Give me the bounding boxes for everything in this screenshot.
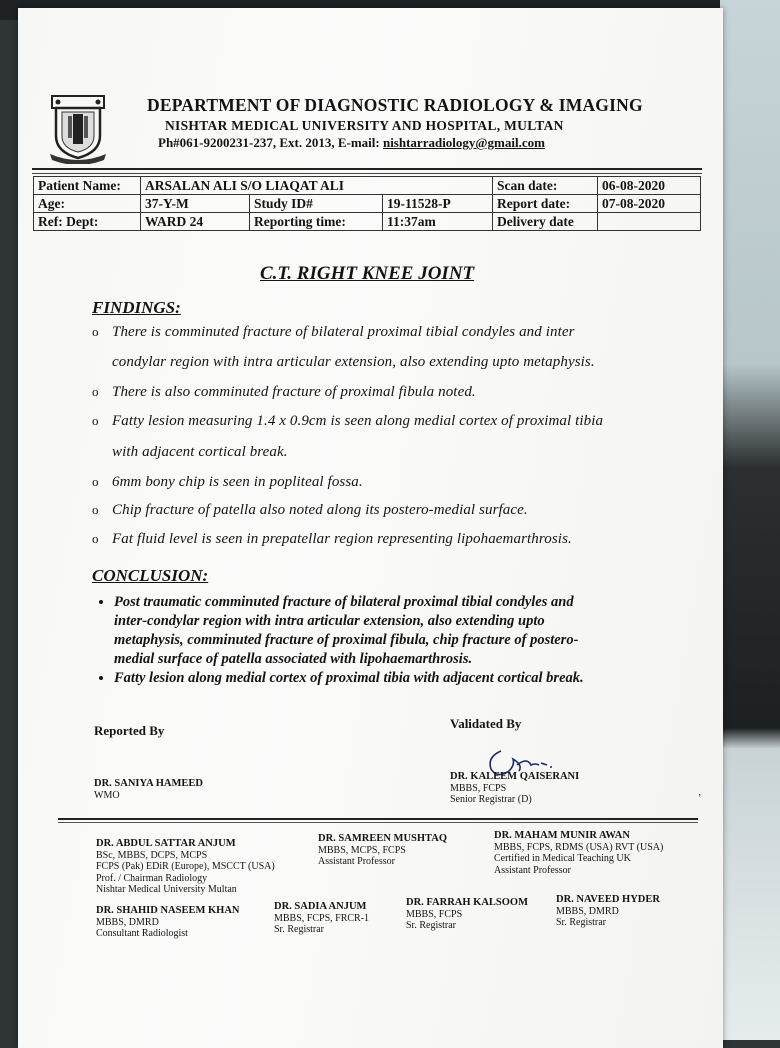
finding-item <box>92 384 476 401</box>
finding-item <box>92 324 575 341</box>
conclusion-item <box>114 669 692 688</box>
study-id-label: Study ID# <box>250 195 383 213</box>
circle-bullet-icon: o <box>92 474 99 489</box>
faculty-name: DR. MAHAM MUNIR AWAN <box>494 830 630 841</box>
header-rule-thin <box>32 173 702 174</box>
age-value: 37-Y-M <box>141 195 250 213</box>
faculty-detail: MBBS, FCPS, RDMS (USA) RVT (USA) <box>494 841 664 853</box>
validator-role: Senior Registrar (D) <box>450 794 532 805</box>
faculty-name: DR. SADIA ANJUM <box>274 901 367 912</box>
faculty-detail: FCPS (Pak) EDiR (Europe), MSCCT (USA) <box>96 861 275 872</box>
finding-text: Fat fluid level is seen in prepatellar region representing lipohaemarthrosis. <box>112 531 572 547</box>
report-date-value: 07-08-2020 <box>598 195 701 213</box>
validator-qualification: MBBS, FCPS <box>450 782 507 794</box>
faculty-detail: MBBS, MCPS, FCPS <box>318 844 406 856</box>
patient-name-value: ARSALAN ALI S/O LIAQAT ALI <box>141 177 493 195</box>
table-row <box>34 177 701 195</box>
reporting-time-value: 11:37am <box>383 213 493 231</box>
reported-by-label: Reported By <box>94 723 165 738</box>
finding-item <box>92 413 603 430</box>
ref-dept-label: Ref: Dept: <box>34 213 141 231</box>
footer-rule-thin <box>58 822 698 823</box>
faculty-detail: Certified in Medical Teaching UK <box>494 853 631 864</box>
finding-text: Fatty lesion measuring 1.4 x 0.9cm is seen along medial cortex of proximal tibia <box>112 413 604 429</box>
conclusion-line: inter-condylar region with intra articular extension, also extending upto <box>114 613 545 629</box>
circle-bullet-icon: o <box>92 384 99 399</box>
reporter-role: WMO <box>94 789 120 801</box>
contact-phone: Ph#061-9200231-237, Ext. 2013, E-mail: <box>158 135 383 150</box>
faculty-member <box>556 894 660 929</box>
reporter-name: DR. SANIYA HAMEED <box>94 778 204 789</box>
table-row <box>34 213 701 231</box>
study-id-value: 19-11528-P <box>383 195 493 213</box>
circle-bullet-icon: o <box>92 324 99 339</box>
faculty-name: DR. SHAHID NASEEM KHAN <box>96 905 240 916</box>
conclusion-line: • Fatty lesion along medial cortex of proximal tibia with adjacent cortical break. <box>114 670 584 686</box>
contact-email: nishtarradiology@gmail.com <box>382 135 545 150</box>
validator-name: DR. KALEEM QAISERANI <box>450 771 580 782</box>
finding-item-cont: with adjacent cortical break. <box>112 444 288 460</box>
finding-item <box>92 474 363 491</box>
faculty-member <box>96 905 240 940</box>
faculty-detail: Sr. Registrar <box>274 924 324 935</box>
finding-item <box>92 502 528 519</box>
validated-by-label: Validated By <box>450 716 522 731</box>
delivery-date-label: Delivery date <box>493 213 598 231</box>
table-row <box>34 195 701 213</box>
faculty-detail: Consultant Radiologist <box>96 928 188 939</box>
institution-name: NISHTAR MEDICAL UNIVERSITY AND HOSPITAL, MULTAN <box>165 118 564 133</box>
finding-text: 6mm bony chip is seen in popliteal fossa. <box>112 474 363 490</box>
faculty-name: DR. ABDUL SATTAR ANJUM <box>96 838 236 849</box>
faculty-name: DR. FARRAH KALSOOM <box>406 897 529 908</box>
conclusion-line: metaphysis, comminuted fracture of proximal fibula, chip fracture of postero- <box>114 632 579 648</box>
tick-mark: ʼ <box>698 793 702 804</box>
validator-signature-block <box>450 771 579 806</box>
faculty-member <box>494 830 663 876</box>
report-paper <box>18 8 723 1048</box>
scan-date-label: Scan date: <box>493 177 598 195</box>
scan-date-value: 06-08-2020 <box>598 177 701 195</box>
finding-item <box>92 531 572 548</box>
circle-bullet-icon: o <box>92 502 99 517</box>
faculty-detail: Nishtar Medical University Multan <box>96 884 237 895</box>
contact-line <box>158 135 545 151</box>
faculty-detail: BSc, MBBS, DCPS, MCPS <box>96 849 208 861</box>
report-title: C.T. RIGHT KNEE JOINT <box>260 263 475 284</box>
conclusion-line: • Post traumatic comminuted fracture of bilateral proximal tibial condyles and <box>114 594 574 610</box>
faculty-detail: Assistant Professor <box>494 864 571 876</box>
report-date-label: Report date: <box>493 195 598 213</box>
ref-dept-value: WARD 24 <box>141 213 250 231</box>
patient-info-table <box>33 176 701 231</box>
faculty-detail: MBBS, FCPS, FRCR-1 <box>274 912 370 924</box>
faculty-detail: MBBS, FCPS <box>406 908 463 920</box>
university-crest-icon <box>46 92 110 164</box>
header-rule <box>32 168 702 170</box>
faculty-name: DR. SAMREEN MUSHTAQ <box>318 833 448 844</box>
conclusion-item <box>114 593 692 669</box>
faculty-detail: Assistant Professor <box>318 856 395 867</box>
faculty-member <box>96 838 275 896</box>
finding-text: There is comminuted fracture of bilateral proximal tibial condyles and inter <box>112 324 575 340</box>
conclusion-list <box>92 593 692 688</box>
patient-name-label: Patient Name: <box>34 177 141 195</box>
faculty-name: DR. NAVEED HYDER <box>556 894 660 905</box>
circle-bullet-icon: o <box>92 413 99 428</box>
department-title: DEPARTMENT OF DIAGNOSTIC RADIOLOGY & IMAGING <box>147 95 643 115</box>
faculty-member <box>318 833 447 868</box>
conclusion-line: medial surface of patella associated with lipohaemarthrosis. <box>114 651 473 667</box>
background-right <box>720 0 780 1040</box>
faculty-member <box>406 897 528 932</box>
circle-bullet-icon: o <box>92 531 99 546</box>
faculty-detail: Sr. Registrar <box>406 920 456 931</box>
age-label: Age: <box>34 195 141 213</box>
finding-text: There is also comminuted fracture of proximal fibula noted. <box>112 384 476 400</box>
footer-rule <box>58 818 698 820</box>
finding-text: Chip fracture of patella also noted along its postero-medial surface. <box>112 502 528 518</box>
reporter-signature-block <box>94 778 203 801</box>
reporting-time-label: Reporting time: <box>250 213 383 231</box>
faculty-detail: MBBS, DMRD <box>96 916 159 928</box>
conclusion-heading: CONCLUSION: <box>92 566 209 585</box>
finding-item-cont: condylar region with intra articular extension, also extending upto metaphysis. <box>112 354 595 370</box>
findings-heading: FINDINGS: <box>92 298 181 317</box>
faculty-member <box>274 901 369 936</box>
faculty-detail: Prof. / Chairman Radiology <box>96 872 208 884</box>
delivery-date-value <box>598 213 701 231</box>
faculty-detail: MBBS, DMRD <box>556 905 619 917</box>
faculty-detail: Sr. Registrar <box>556 917 606 928</box>
